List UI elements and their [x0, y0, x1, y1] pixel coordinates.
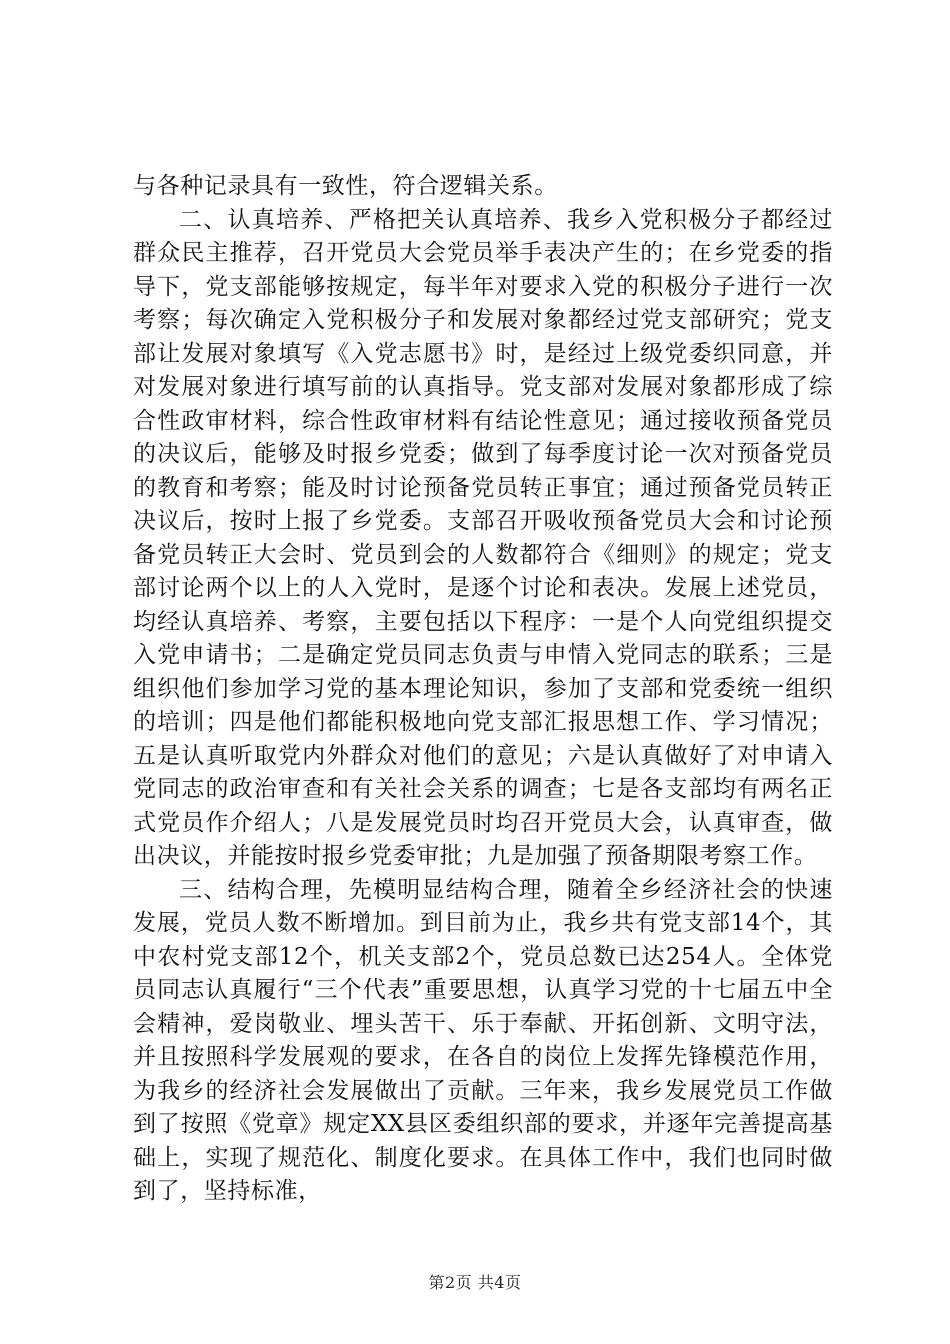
page-number-footer: 第2页 共4页 — [428, 1273, 522, 1292]
paragraph-section-three: 三、结构合理，先模明显结构合理，随着全乡经济社会的快速发展，党员人数不断增加。到目前为止，我乡共有党支部14个，其中农村党支部12个，机关支部2个，党员总数已达254人。全体党员同志认真履行“三个代表”重要思想，认真学习党的十七届五中全会精神，爱岗敬业、埋头苦干、乐于奉献、开拓创新、文明守法，并且按照科学发展观的要求，在各自的岗位上发挥先锋模范作用，为我乡的经济社会发展做出了贡献。三年来，我乡发展党员工作做到了按照《党章》规定XX县区委组织部的要求，并逐年完善提高基础上，实现了规范化、制度化要求。在具体工作中，我们也同时做到了，坚持标准， — [133, 876, 833, 1204]
paragraph-continuation: 与各种记录具有一致性，符合逻辑关系。 — [133, 173, 558, 199]
document-body — [133, 170, 833, 1209]
paragraph-section-two: 二、认真培养、严格把关认真培养、我乡入党积极分子都经过群众民主推荐，召开党员大会党员举手表决产生的；在乡党委的指导下，党支部能够按规定，每半年对要求入党的积极分子进行一次考察；每次确定入党积极分子和发展对象都经过党支部研究；党支部让发展对象填写《入党志愿书》时，是经过上级党委织同意，并对发展对象进行填写前的认真指导。党支部对发展对象都形成了综合性政审材料，综合性政审材料有结论性意见；通过接收预备党员的决议后，能够及时报乡党委；做到了每季度讨论一次对预备党员的教育和考察；能及时讨论预备党员转正事宜；通过预备党员转正决议后，按时上报了乡党委。支部召开吸收预备党员大会和讨论预备党员转正大会时、党员到会的人数都符合《细则》的规定；党支部讨论两个以上的人入党时，是逐个讨论和表决。发展上述党员，均经认真培养、考察，主要包括以下程序：一是个人向党组织提交入党申请书；二是确定党员同志负责与申情入党同志的联系；三是组织他们参加学习党的基本理论知识，参加了支部和党委统一组织的培训；四是他们都能积极地向党支部汇报思想工作、学习情况；五是认真听取党内外群众对他们的意见；六是认真做好了对申请入党同志的政治审查和有关社会关系的调查；七是各支部均有两名正式党员作介绍人；八是发展党员时均召开党员大会，认真审查，做出决议，并能按时报乡党委审批；九是加强了预备期限考察工作。 — [133, 206, 833, 869]
